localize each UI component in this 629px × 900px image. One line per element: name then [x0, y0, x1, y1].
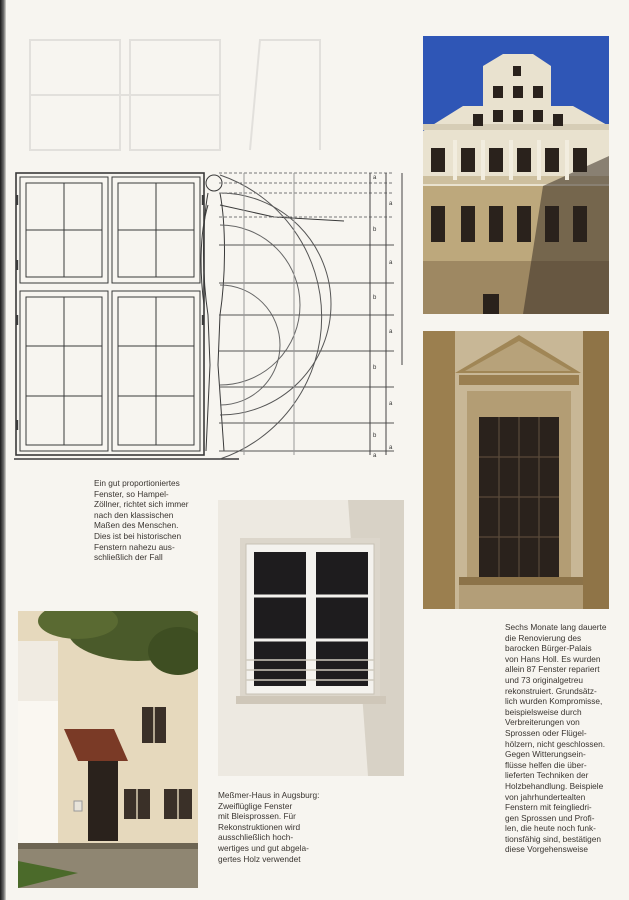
dimension-mark: a [389, 401, 393, 407]
window-proportion-drawing [14, 165, 414, 465]
dimension-mark: a [389, 201, 393, 207]
courtyard-house-photo [18, 611, 198, 888]
dimension-mark: b [373, 295, 377, 301]
drawing-caption: Ein gut proportioniertes Fenster, so Hampel- Zöllner, richtet sich immer nach den klassischen Maßen des Menschen. Dies ist bei historischen Fenstern nahezu aus- schließlich der Fall [94, 478, 189, 563]
pediment-window-photo [423, 331, 609, 609]
dimension-mark: b [373, 365, 377, 371]
dimension-mark: a [389, 260, 393, 266]
renovation-caption: Sechs Monate lang dauerte die Renovierung des barocken Bürger-Palais von Hans Holl. Es wurden allein 87 Fenster repariert und 73 originalgetreu rekonstruiert. Grundsätz- lich wurden Kompromisse, beispielsweise durch Verbreiterungen von Sprossen oder Flügel- hölzern, nicht geschlossen. Gegen Witterungsein- flüsse helfen die über- lieferten Techniken der Holzbehandlung. Beispiele von jahrhundertealten Fenstern mit feingliedri- gen Sprossen und Profi- len, die heute noch funk- tionsfähig sind, bestätigen diese Vorgehensweise [505, 622, 607, 855]
dimension-mark: b [373, 433, 377, 439]
dimension-mark: a [373, 453, 377, 459]
dimension-mark: a [373, 175, 377, 181]
messmer-window-photo [218, 500, 404, 776]
dimension-mark: a [389, 445, 393, 451]
dimension-mark: b [373, 227, 377, 233]
ghost-drawing [20, 20, 400, 160]
palace-facade-photo [423, 36, 609, 314]
messmer-caption: Meßmer-Haus in Augsburg: Zweiflüglige Fenster mit Bleisprossen. Für Rekonstruktionen wird ausschließlich hoch- wertiges und gut abgela- gertes Holz verwendet [218, 790, 320, 864]
page-spine-shadow [0, 0, 6, 900]
dimension-mark: a [389, 329, 393, 335]
